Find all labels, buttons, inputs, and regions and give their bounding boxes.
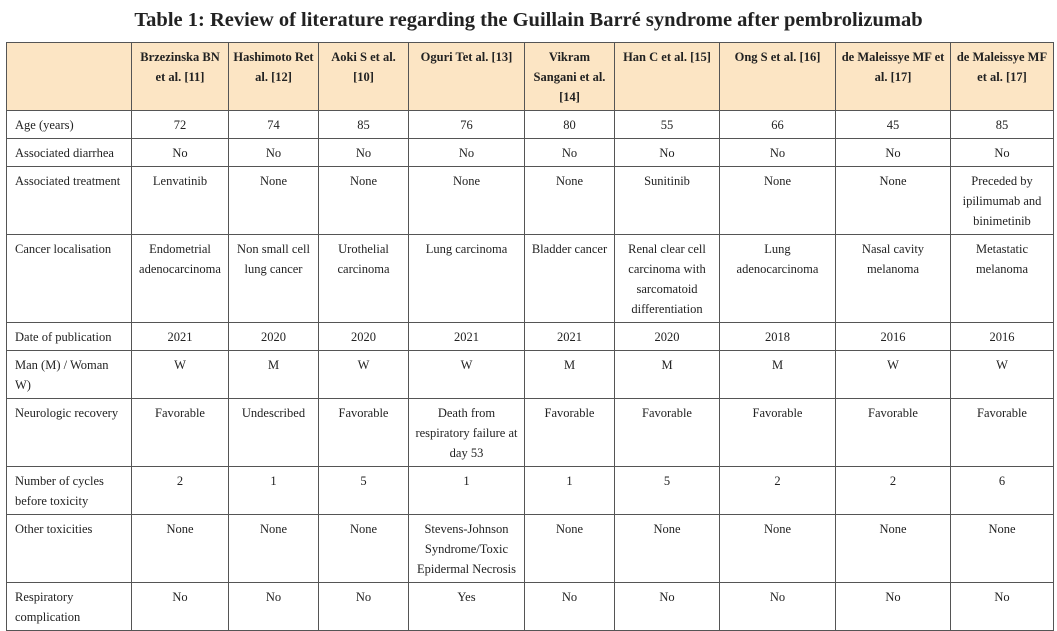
table-cell: 1: [409, 467, 525, 515]
table-cell: None: [720, 167, 836, 235]
table-cell: 6: [951, 467, 1054, 515]
table-cell: Favorable: [836, 399, 951, 467]
table-cell: 66: [720, 111, 836, 139]
table-cell: 74: [229, 111, 319, 139]
table-cell: None: [132, 515, 229, 583]
table-cell: 85: [319, 111, 409, 139]
table-cell: None: [409, 167, 525, 235]
table-cell: None: [836, 167, 951, 235]
row-label: Age (years): [7, 111, 132, 139]
table-cell: 2: [836, 467, 951, 515]
table-cell: None: [319, 515, 409, 583]
row-label: Other toxicities: [7, 515, 132, 583]
table-cell: Nasal cavity melanoma: [836, 235, 951, 323]
table-cell: W: [836, 351, 951, 399]
table-cell: 2: [720, 467, 836, 515]
row-label: Neurologic recovery: [7, 399, 132, 467]
header-corner-cell: [7, 43, 132, 111]
table-cell: No: [132, 139, 229, 167]
table-cell: No: [319, 583, 409, 631]
table-cell: No: [951, 139, 1054, 167]
table-row: [7, 351, 1054, 399]
table-cell: No: [720, 139, 836, 167]
row-label: Associated treatment: [7, 167, 132, 235]
table-cell: 2020: [615, 323, 720, 351]
table-cell: W: [951, 351, 1054, 399]
table-cell: 2016: [836, 323, 951, 351]
table-cell: No: [409, 139, 525, 167]
table-cell: Renal clear cell carcinoma with sarcomatoid differentiation: [615, 235, 720, 323]
table-cell: Favorable: [132, 399, 229, 467]
table-cell: Metastatic melanoma: [951, 235, 1054, 323]
header-cell: Vikram Sangani et al. [14]: [525, 43, 615, 111]
table-cell: No: [836, 139, 951, 167]
table-cell: Lung adenocarcinoma: [720, 235, 836, 323]
table-cell: 45: [836, 111, 951, 139]
table-cell: Lenvatinib: [132, 167, 229, 235]
table-cell: M: [229, 351, 319, 399]
table-title: Table 1: Review of literature regarding the Guillain Barré syndrome after pembrolizumab: [134, 9, 923, 31]
table-cell: Death from respiratory failure at day 53: [409, 399, 525, 467]
table-row: [7, 167, 1054, 235]
header-cell: Hashimoto Ret al. [12]: [229, 43, 319, 111]
table-cell: 2021: [132, 323, 229, 351]
header-cell: Oguri Tet al. [13]: [409, 43, 525, 111]
table-cell: None: [951, 515, 1054, 583]
table-cell: Endometrial adenocarcinoma: [132, 235, 229, 323]
table-cell: 2016: [951, 323, 1054, 351]
table-cell: Favorable: [525, 399, 615, 467]
table-cell: None: [836, 515, 951, 583]
table-cell: Favorable: [720, 399, 836, 467]
table-cell: 76: [409, 111, 525, 139]
table-cell: Yes: [409, 583, 525, 631]
row-label: Cancer localisation: [7, 235, 132, 323]
row-label: Associated diarrhea: [7, 139, 132, 167]
table-cell: 2: [132, 467, 229, 515]
header-cell: de Maleissye MF et al. [17]: [836, 43, 951, 111]
table-row: [7, 399, 1054, 467]
header-cell: de Maleissye MF et al. [17]: [951, 43, 1054, 111]
table-cell: None: [319, 167, 409, 235]
table-cell: Preceded by ipilimumab and binimetinib: [951, 167, 1054, 235]
table-cell: 72: [132, 111, 229, 139]
table-cell: 55: [615, 111, 720, 139]
table-row: [7, 515, 1054, 583]
header-cell: Ong S et al. [16]: [720, 43, 836, 111]
header-cell: Aoki S et al. [10]: [319, 43, 409, 111]
table-row: [7, 139, 1054, 167]
table-cell: No: [525, 139, 615, 167]
table-cell: Favorable: [951, 399, 1054, 467]
table-cell: 80: [525, 111, 615, 139]
table-cell: 2021: [525, 323, 615, 351]
table-cell: 2020: [229, 323, 319, 351]
table-cell: No: [720, 583, 836, 631]
table-header-row: [7, 43, 1054, 111]
table-cell: No: [132, 583, 229, 631]
table-row: [7, 467, 1054, 515]
literature-review-table: [6, 42, 1054, 631]
table-cell: M: [720, 351, 836, 399]
table-cell: W: [319, 351, 409, 399]
table-cell: Sunitinib: [615, 167, 720, 235]
table-cell: 1: [229, 467, 319, 515]
table-cell: None: [525, 167, 615, 235]
header-cell: Han C et al. [15]: [615, 43, 720, 111]
header-cell: Brzezinska BN et al. [11]: [132, 43, 229, 111]
table-cell: Favorable: [615, 399, 720, 467]
table-cell: W: [132, 351, 229, 399]
table-cell: None: [525, 515, 615, 583]
table-cell: No: [951, 583, 1054, 631]
table-cell: No: [615, 583, 720, 631]
table-cell: 2021: [409, 323, 525, 351]
table-cell: No: [525, 583, 615, 631]
table-row: [7, 111, 1054, 139]
table-row: [7, 235, 1054, 323]
table-cell: 5: [615, 467, 720, 515]
table-cell: No: [836, 583, 951, 631]
table-cell: None: [229, 167, 319, 235]
table-cell: No: [229, 583, 319, 631]
table-cell: M: [525, 351, 615, 399]
table-cell: None: [229, 515, 319, 583]
row-label: Respiratory complication: [7, 583, 132, 631]
table-cell: Urothelial carcinoma: [319, 235, 409, 323]
table-cell: None: [720, 515, 836, 583]
table-cell: 5: [319, 467, 409, 515]
table-cell: Undescribed: [229, 399, 319, 467]
table-cell: M: [615, 351, 720, 399]
table-cell: Favorable: [319, 399, 409, 467]
table-cell: 85: [951, 111, 1054, 139]
table-row: [7, 323, 1054, 351]
table-cell: 2018: [720, 323, 836, 351]
table-cell: No: [229, 139, 319, 167]
table-row: [7, 583, 1054, 631]
table-cell: Non small cell lung cancer: [229, 235, 319, 323]
table-cell: No: [319, 139, 409, 167]
row-label: Number of cycles before toxicity: [7, 467, 132, 515]
table-cell: W: [409, 351, 525, 399]
table-cell: Lung carcinoma: [409, 235, 525, 323]
row-label: Man (M) / Woman W): [7, 351, 132, 399]
table-cell: No: [615, 139, 720, 167]
table-cell: Bladder cancer: [525, 235, 615, 323]
table-cell: 2020: [319, 323, 409, 351]
row-label: Date of publication: [7, 323, 132, 351]
table-cell: None: [615, 515, 720, 583]
table-cell: Stevens-Johnson Syndrome/Toxic Epidermal Necrosis: [409, 515, 525, 583]
table-cell: 1: [525, 467, 615, 515]
